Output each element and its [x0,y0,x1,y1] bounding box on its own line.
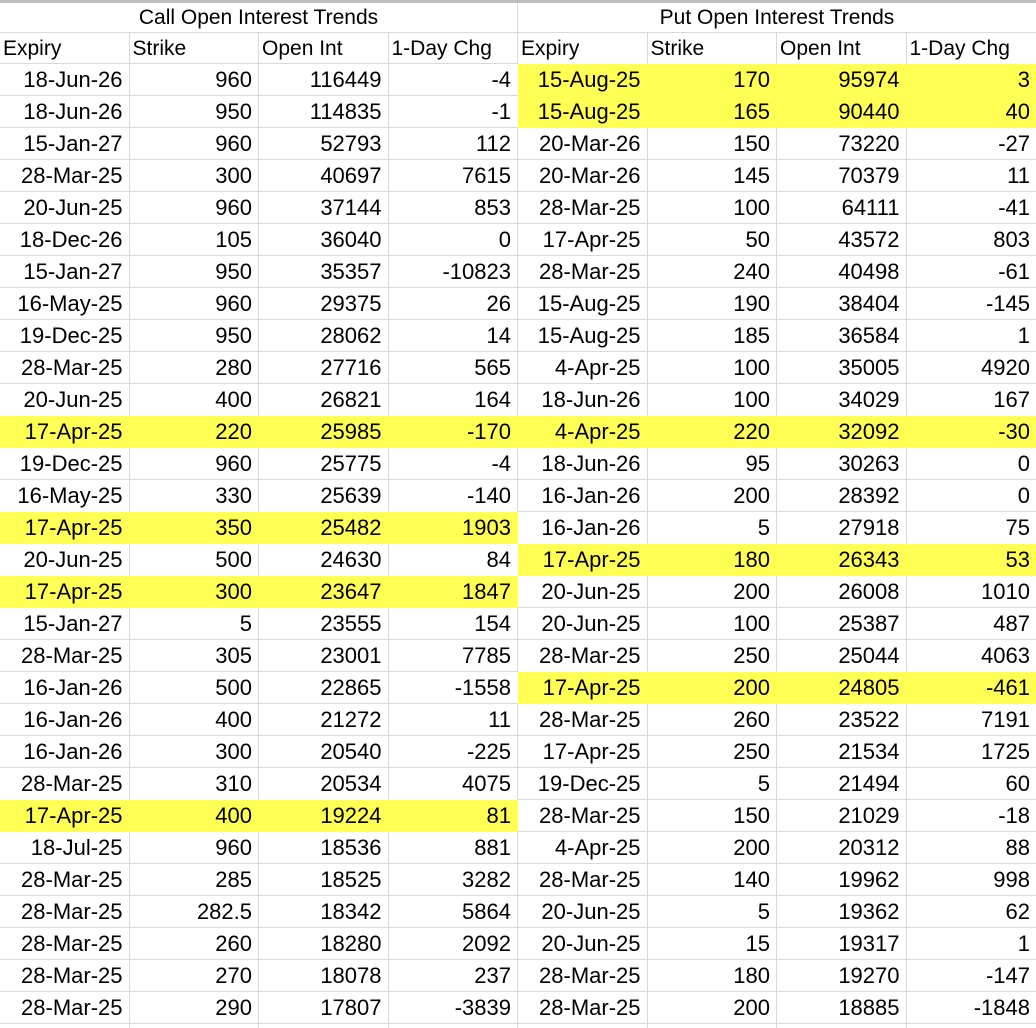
put-openint-cell[interactable]: 90440 [777,96,907,128]
put-chg-cell[interactable]: -145 [907,288,1036,320]
call-expiry-cell[interactable]: 28-Mar-25 [0,992,130,1024]
call-strike-cell[interactable]: 310 [130,768,260,800]
put-chg-header[interactable]: 1-Day Chg [909,36,1010,60]
call-expiry-cell[interactable]: 20-Jun-25 [0,544,130,576]
call-strike-header[interactable]: Strike [130,33,260,64]
call-strike-cell[interactable]: 960 [130,128,260,160]
call-expiry-cell[interactable]: 17-Apr-25 [0,416,130,448]
call-strike-cell[interactable]: 270 [130,960,260,992]
put-expiry-cell[interactable]: 28-Mar-25 [518,640,648,672]
call-openint-cell[interactable]: 28062 [259,320,389,352]
call-expiry-cell[interactable]: 20-Jun-25 [0,384,130,416]
put-table-title[interactable]: Put Open Interest Trends [659,6,895,29]
put-openint-cell[interactable]: 25387 [777,608,907,640]
put-strike-cell[interactable]: 150 [648,128,778,160]
call-strike-cell[interactable]: 290 [130,992,260,1024]
call-openint-cell[interactable]: 20534 [259,768,389,800]
put-openint-cell[interactable]: 38404 [777,288,907,320]
put-chg-cell[interactable]: 1 [907,928,1036,960]
put-expiry-cell[interactable]: 20-Jun-25 [518,896,648,928]
put-chg-cell[interactable]: 0 [907,480,1036,512]
put-openint-cell[interactable]: 25044 [777,640,907,672]
call-expiry-cell[interactable]: 15-Jan-27 [0,256,130,288]
put-openint-cell[interactable]: 21494 [777,768,907,800]
call-expiry-cell[interactable]: 17-Apr-25 [0,512,130,544]
call-openint-cell[interactable]: 114835 [259,96,389,128]
put-strike-cell[interactable]: 165 [648,96,778,128]
call-openint-cell[interactable]: 19224 [259,800,389,832]
call-strike-cell[interactable]: 400 [130,704,260,736]
put-openint-cell[interactable]: 23522 [777,704,907,736]
put-strike-cell[interactable]: 145 [648,160,778,192]
put-strike-cell[interactable]: 140 [648,864,778,896]
call-expiry-cell[interactable]: 16-Jan-26 [0,672,130,704]
call-chg-header[interactable]: 1-Day Chg [389,33,519,64]
table-row [0,224,1036,256]
call-strike-cell[interactable]: 282.5 [130,896,260,928]
table-row [0,512,1036,544]
call-strike-cell[interactable]: 950 [130,320,260,352]
put-openint-cell[interactable]: 40498 [777,256,907,288]
call-openint-cell[interactable]: 35357 [259,256,389,288]
put-strike-cell[interactable]: 150 [648,800,778,832]
call-chg-cell[interactable]: 164 [389,384,519,416]
table-row [0,384,1036,416]
call-chg-cell[interactable]: -4 [389,448,519,480]
call-chg-cell[interactable]: 237 [389,960,519,992]
put-expiry-cell[interactable]: 28-Mar-25 [518,864,648,896]
put-chg-cell[interactable]: -30 [907,416,1036,448]
call-openint-cell[interactable]: 21272 [259,704,389,736]
put-expiry-cell[interactable]: 15-Aug-25 [518,64,648,96]
call-chg-cell[interactable]: -170 [389,416,519,448]
table-row [0,320,1036,352]
put-openint-cell[interactable]: 36584 [777,320,907,352]
put-expiry-cell[interactable]: 20-Jun-25 [518,576,648,608]
call-strike-cell[interactable]: 960 [130,832,260,864]
call-strike-cell[interactable]: 350 [130,512,260,544]
table-row [0,352,1036,384]
call-strike-cell[interactable]: 950 [130,96,260,128]
put-chg-cell[interactable]: 4920 [907,352,1036,384]
put-strike-cell[interactable]: 200 [648,576,778,608]
put-openint-cell[interactable]: 73220 [777,128,907,160]
call-chg-cell[interactable]: -3839 [389,992,519,1024]
put-strike-cell[interactable]: 250 [648,640,778,672]
clipped-cell [518,1024,648,1028]
put-expiry-cell[interactable]: 15-Aug-25 [518,288,648,320]
call-strike-cell[interactable]: 950 [130,256,260,288]
table-row [0,128,1036,160]
put-strike-cell[interactable]: 100 [648,608,778,640]
call-strike-cell[interactable]: 220 [130,416,260,448]
put-chg-cell[interactable]: 487 [907,608,1036,640]
call-chg-cell[interactable]: 4075 [389,768,519,800]
put-openint-cell[interactable]: 26008 [777,576,907,608]
put-chg-cell[interactable]: -61 [907,256,1036,288]
put-openint-cell[interactable]: 70379 [777,160,907,192]
put-expiry-cell[interactable]: 4-Apr-25 [518,832,648,864]
put-strike-cell[interactable]: 260 [648,704,778,736]
put-chg-cell[interactable]: -27 [907,128,1036,160]
call-expiry-header[interactable]: Expiry [0,33,130,64]
put-expiry-cell[interactable]: 4-Apr-25 [518,416,648,448]
call-expiry-cell[interactable]: 18-Dec-26 [0,224,130,256]
call-strike-cell[interactable]: 305 [130,640,260,672]
put-expiry-cell[interactable]: 20-Mar-26 [518,128,648,160]
put-strike-cell[interactable]: 220 [648,416,778,448]
call-chg-cell[interactable]: 565 [389,352,519,384]
put-expiry-cell[interactable]: 16-Jan-26 [518,480,648,512]
table-row [0,736,1036,768]
call-strike-cell[interactable]: 960 [130,192,260,224]
call-chg-cell[interactable]: -225 [389,736,519,768]
put-openint-cell[interactable]: 18885 [777,992,907,1024]
call-openint-cell[interactable]: 25985 [259,416,389,448]
table-row [0,416,1036,448]
put-chg-cell[interactable]: 40 [907,96,1036,128]
call-openint-cell[interactable]: 18342 [259,896,389,928]
put-expiry-cell[interactable]: 15-Aug-25 [518,320,648,352]
call-openint-cell[interactable]: 29375 [259,288,389,320]
call-openint-cell[interactable]: 18280 [259,928,389,960]
call-chg-cell[interactable]: 7785 [389,640,519,672]
put-openint-cell[interactable]: 21029 [777,800,907,832]
put-expiry-cell[interactable]: 28-Mar-25 [518,800,648,832]
put-chg-cell[interactable]: 1 [907,320,1036,352]
put-openint-cell[interactable]: 19270 [777,960,907,992]
call-openint-cell[interactable]: 25639 [259,480,389,512]
put-openint-cell[interactable]: 43572 [777,224,907,256]
put-expiry-cell[interactable]: 4-Apr-25 [518,352,648,384]
put-openint-cell[interactable]: 21534 [777,736,907,768]
table-row [0,192,1036,224]
put-openint-cell[interactable]: 19317 [777,928,907,960]
put-chg-cell[interactable]: 11 [907,160,1036,192]
call-openint-cell[interactable]: 40697 [259,160,389,192]
call-chg-cell[interactable]: 84 [486,546,511,572]
put-strike-cell[interactable]: 100 [648,192,778,224]
table-body [0,64,1036,1024]
put-openint-cell[interactable]: 30263 [777,448,907,480]
call-strike-cell[interactable]: 285 [130,864,260,896]
put-chg-cell[interactable]: 53 [907,544,1036,576]
call-openint-cell[interactable]: 26821 [259,384,389,416]
put-openint-cell[interactable]: 20312 [777,832,907,864]
call-strike-cell[interactable]: 960 [130,64,260,96]
call-chg-cell[interactable]: 0 [389,224,519,256]
put-expiry-cell[interactable]: 20-Jun-25 [518,608,648,640]
put-strike-cell[interactable]: 185 [648,320,778,352]
put-openint-header[interactable]: Open Int [777,33,907,64]
table-row [0,160,1036,192]
call-expiry-cell[interactable]: 16-Jan-26 [0,704,130,736]
call-openint-cell[interactable]: 25482 [259,512,389,544]
table-row [0,256,1036,288]
put-chg-cell[interactable]: -18 [907,800,1036,832]
title-row [0,3,1036,33]
call-chg-cell[interactable]: -10823 [389,256,519,288]
put-expiry-cell[interactable]: 20-Jun-25 [518,928,648,960]
call-openint-cell[interactable]: 25775 [259,448,389,480]
table-row [0,992,1036,1024]
call-openint-cell[interactable]: 18525 [259,864,389,896]
put-strike-cell[interactable]: 240 [648,256,778,288]
table-row [0,672,1036,704]
call-expiry-cell[interactable]: 28-Mar-25 [0,352,130,384]
put-strike-cell[interactable]: 180 [648,544,778,576]
put-expiry-cell[interactable]: 15-Aug-25 [518,96,648,128]
call-chg-cell[interactable]: -1 [389,96,519,128]
put-chg-cell[interactable]: 88 [907,832,1036,864]
call-openint-cell[interactable]: 18078 [259,960,389,992]
call-openint-cell[interactable]: 36040 [259,224,389,256]
put-strike-cell[interactable]: 200 [648,832,778,864]
put-expiry-cell[interactable]: 16-Jan-26 [518,512,648,544]
table-row [0,864,1036,896]
call-openint-cell[interactable]: 23001 [259,640,389,672]
put-openint-cell[interactable]: 19962 [777,864,907,896]
put-expiry-cell[interactable]: 17-Apr-25 [518,736,648,768]
call-expiry-cell[interactable]: 19-Dec-25 [0,448,130,480]
put-expiry-cell[interactable]: 20-Mar-26 [518,160,648,192]
call-expiry-cell[interactable]: 28-Mar-25 [0,768,130,800]
call-expiry-cell[interactable]: 28-Mar-25 [0,160,130,192]
call-chg-cell[interactable]: 881 [389,832,519,864]
table-row [0,896,1036,928]
call-chg-cell[interactable]: 112 [389,128,519,160]
call-expiry-cell[interactable]: 15-Jan-27 [0,608,130,640]
put-strike-cell[interactable]: 200 [648,992,778,1024]
put-chg-cell[interactable]: -147 [907,960,1036,992]
call-chg-cell[interactable]: 154 [389,608,519,640]
put-expiry-cell[interactable]: 28-Mar-25 [518,192,648,224]
call-expiry-cell[interactable]: 28-Mar-25 [0,960,130,992]
put-expiry-cell[interactable]: 17-Apr-25 [518,672,648,704]
table-row [0,480,1036,512]
put-strike-cell[interactable]: 95 [648,448,778,480]
put-chg-cell[interactable]: 75 [1005,514,1030,540]
put-strike-cell[interactable]: 5 [648,768,778,800]
call-chg-cell[interactable]: 81 [389,800,519,832]
put-chg-cell[interactable]: 7191 [907,704,1036,736]
call-strike-cell[interactable]: 300 [130,736,260,768]
put-chg-cell[interactable]: -461 [907,672,1036,704]
table-row [0,768,1036,800]
call-strike-cell[interactable]: 500 [130,544,260,576]
call-expiry-cell[interactable]: 18-Jul-25 [0,832,130,864]
clipped-next-row [0,1024,1036,1028]
call-openint-cell[interactable]: 116449 [259,64,389,96]
put-strike-cell[interactable]: 170 [648,64,778,96]
call-chg-cell[interactable]: 7615 [389,160,519,192]
put-openint-cell[interactable]: 32092 [777,416,907,448]
put-chg-cell[interactable]: 1725 [907,736,1036,768]
put-strike-cell[interactable]: 200 [648,480,778,512]
table-row [0,288,1036,320]
put-openint-cell[interactable]: 34029 [777,384,907,416]
put-expiry-cell[interactable]: 28-Mar-25 [518,960,648,992]
table-row [0,544,1036,576]
call-strike-cell[interactable]: 105 [130,224,260,256]
table-row [0,608,1036,640]
call-openint-cell[interactable]: 22865 [259,672,389,704]
call-chg-cell[interactable]: 853 [389,192,519,224]
call-chg-cell[interactable]: 14 [389,320,519,352]
put-strike-cell[interactable]: 190 [648,288,778,320]
call-chg-cell[interactable]: 1903 [389,512,519,544]
call-strike-cell[interactable]: 280 [130,352,260,384]
put-strike-cell[interactable]: 5 [648,896,778,928]
call-strike-cell[interactable]: 960 [130,288,260,320]
call-chg-cell[interactable]: -1558 [389,672,519,704]
call-strike-cell[interactable]: 400 [130,800,260,832]
put-strike-cell[interactable]: 200 [648,672,778,704]
clipped-cell [259,1024,389,1028]
call-expiry-cell[interactable]: 16-May-25 [0,480,130,512]
put-chg-cell[interactable]: 62 [907,896,1036,928]
call-openint-cell[interactable]: 20540 [259,736,389,768]
table-row [0,640,1036,672]
table-row [0,704,1036,736]
put-chg-cell[interactable]: 60 [907,768,1036,800]
put-expiry-header[interactable]: Expiry [518,33,648,64]
call-chg-cell[interactable]: 2092 [389,928,519,960]
put-strike-cell[interactable]: 100 [648,352,778,384]
put-openint-cell[interactable]: 28392 [777,480,907,512]
put-chg-cell[interactable]: -41 [907,192,1036,224]
call-openint-header[interactable]: Open Int [259,33,389,64]
call-expiry-cell[interactable]: 18-Jun-26 [0,64,130,96]
call-expiry-cell[interactable]: 28-Mar-25 [0,928,130,960]
put-chg-cell[interactable]: -1848 [907,992,1036,1024]
put-chg-cell[interactable]: 0 [907,448,1036,480]
call-expiry-cell[interactable]: 15-Jan-27 [0,128,130,160]
clipped-cell [389,1024,519,1028]
call-chg-cell[interactable]: -4 [389,64,519,96]
put-strike-cell[interactable]: 50 [648,224,778,256]
clipped-cell [907,1024,1036,1028]
call-chg-cell[interactable]: 11 [389,704,519,736]
call-openint-cell[interactable]: 37144 [259,192,389,224]
clipped-cell [0,1024,130,1028]
call-chg-cell[interactable]: 26 [389,288,519,320]
table-row [0,64,1036,96]
put-expiry-cell[interactable]: 17-Apr-25 [518,224,648,256]
put-chg-cell[interactable]: 167 [993,386,1030,412]
table-row [0,832,1036,864]
call-openint-cell[interactable]: 23555 [259,608,389,640]
clipped-cell [777,1024,907,1028]
call-openint-cell[interactable]: 27716 [259,352,389,384]
put-openint-cell[interactable]: 24805 [777,672,907,704]
call-openint-cell[interactable]: 17807 [259,992,389,1024]
put-strike-header[interactable]: Strike [648,33,778,64]
put-expiry-cell[interactable]: 28-Mar-25 [518,256,648,288]
call-openint-cell[interactable]: 24630 [259,544,389,576]
put-expiry-cell[interactable]: 28-Mar-25 [518,704,648,736]
table-row [0,928,1036,960]
table-row [0,800,1036,832]
call-openint-cell[interactable]: 23647 [259,576,389,608]
put-chg-cell[interactable]: 1010 [907,576,1036,608]
put-expiry-cell[interactable]: 18-Jun-26 [518,384,648,416]
call-openint-cell[interactable]: 52793 [259,128,389,160]
put-chg-cell[interactable]: 803 [907,224,1036,256]
put-expiry-cell[interactable]: 19-Dec-25 [518,768,648,800]
call-expiry-cell[interactable]: 20-Jun-25 [0,192,130,224]
call-strike-cell[interactable]: 5 [130,608,260,640]
put-expiry-cell[interactable]: 17-Apr-25 [518,544,648,576]
call-strike-cell[interactable]: 400 [130,384,260,416]
put-chg-cell[interactable]: 3 [907,64,1036,96]
put-expiry-cell[interactable]: 18-Jun-26 [518,448,648,480]
clipped-cell [130,1024,260,1028]
put-strike-cell[interactable]: 180 [648,960,778,992]
call-strike-cell[interactable]: 500 [130,672,260,704]
put-chg-cell[interactable]: 998 [907,864,1036,896]
call-expiry-cell[interactable]: 19-Dec-25 [0,320,130,352]
call-expiry-cell[interactable]: 17-Apr-25 [0,576,130,608]
call-strike-cell[interactable]: 300 [130,576,260,608]
call-openint-cell[interactable]: 18536 [259,832,389,864]
call-strike-cell[interactable]: 260 [130,928,260,960]
put-openint-cell[interactable]: 95974 [777,64,907,96]
call-expiry-cell[interactable]: 28-Mar-25 [0,896,130,928]
put-openint-cell[interactable]: 35005 [777,352,907,384]
call-expiry-cell[interactable]: 16-Jan-26 [0,736,130,768]
call-expiry-cell[interactable]: 28-Mar-25 [0,640,130,672]
call-strike-cell[interactable]: 960 [130,448,260,480]
call-chg-cell[interactable]: 5864 [389,896,519,928]
put-strike-cell[interactable]: 100 [648,384,778,416]
call-strike-cell[interactable]: 300 [130,160,260,192]
call-chg-cell[interactable]: 1847 [389,576,519,608]
put-openint-cell[interactable]: 19362 [777,896,907,928]
put-strike-cell[interactable]: 5 [648,512,778,544]
call-expiry-cell[interactable]: 17-Apr-25 [0,800,130,832]
call-table-title[interactable]: Call Open Interest Trends [0,3,518,32]
column-header-row [0,33,1036,64]
call-expiry-cell[interactable]: 18-Jun-26 [0,96,130,128]
call-chg-cell[interactable]: 3282 [389,864,519,896]
put-openint-cell[interactable]: 26343 [777,544,907,576]
call-strike-cell[interactable]: 330 [130,480,260,512]
put-openint-cell[interactable]: 64111 [777,192,907,224]
call-chg-cell[interactable]: -140 [389,480,519,512]
table-row [0,576,1036,608]
clipped-cell [648,1024,778,1028]
put-expiry-cell[interactable]: 28-Mar-25 [518,992,648,1024]
put-openint-cell[interactable]: 27918 [777,512,907,544]
put-strike-cell[interactable]: 250 [648,736,778,768]
table-row [0,960,1036,992]
table-row [0,448,1036,480]
call-expiry-cell[interactable]: 28-Mar-25 [0,864,130,896]
call-expiry-cell[interactable]: 16-May-25 [0,288,130,320]
table-row [0,96,1036,128]
put-chg-cell[interactable]: 4063 [981,642,1030,668]
put-strike-cell[interactable]: 15 [648,928,778,960]
